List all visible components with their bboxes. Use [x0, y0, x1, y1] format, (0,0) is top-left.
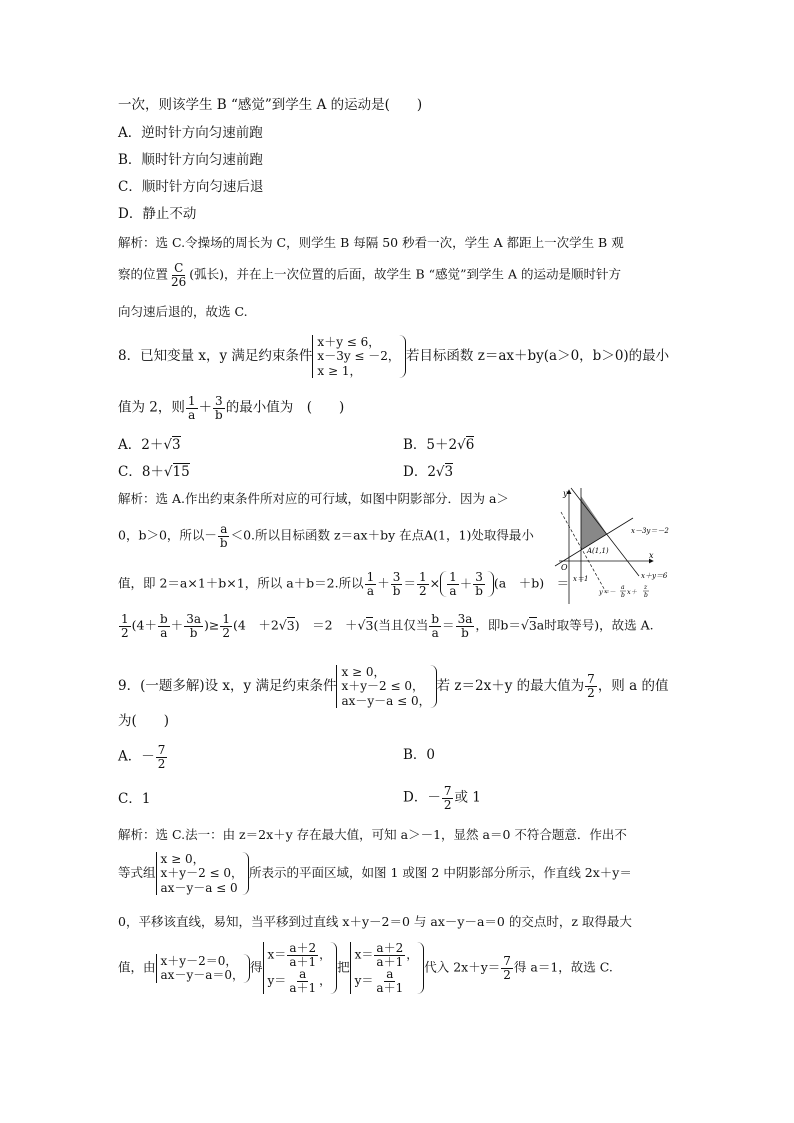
objective-frac1-den: b: [621, 592, 625, 599]
line2-label: x＋y＝6: [641, 572, 668, 580]
q7-option-d: D．静止不动: [118, 206, 197, 222]
q7-option-b: B．顺时针方向匀速前跑: [118, 152, 263, 168]
y-label: y: [563, 489, 568, 498]
q8-option-c: C．8＋√15: [118, 464, 190, 480]
line1-label: x－3y＝－2: [631, 527, 669, 535]
q9-option-b: B．0: [403, 747, 436, 763]
q8-option-a: A．2＋√3: [118, 437, 181, 453]
q7-solution-line3: 向匀速后退的，故选 C.: [118, 304, 248, 319]
q8-solution-line3: 值，即 2＝a×1＋b×1，所以 a＋b＝2.所以 $\frac{1}{a}$ ＋ $\frac{3}{b}$ ＝ $\frac{1}{2}$ × $\frac{1}{a}$ ＋ $\frac{3}{b}$ (a ＋b) ＝: [118, 570, 570, 598]
q9-option-a: A．－ $\frac{7}{2}$: [118, 743, 166, 771]
q7-solution-line2: 察的位置 $\frac{C}{26}$ (弧长)，并在上一次位置的后面，故学生 B “感觉”到学生 A 的运动是顺时针方: [118, 261, 621, 289]
q8-stem-line2: 值为 2，则 $\frac{1}{a}$ ＋ $\frac{3}{b}$ 的最小值为 ( ): [118, 394, 345, 422]
q7-stem-end: 一次，则该学生 B “感觉”到学生 A 的运动是( ): [118, 97, 423, 113]
q7-option-c: C．顺时针方向匀速后退: [118, 179, 264, 195]
q8-option-d: D．2√3: [403, 464, 454, 480]
xeq1-label: x＝1: [573, 575, 589, 583]
q9-solution-line2: 等式组 x ≥ 0， x＋y－2 ≤ 0， ax－y－a ≤ 0 所表示的平面区域，如图 1 或图 2 中阴影部分所示，作直线 2x＋y＝: [118, 852, 632, 895]
objective-frac2-den: b: [644, 592, 648, 599]
x-label: x: [649, 551, 654, 560]
objective-frac2-num: z: [644, 584, 648, 591]
q7-solution-line1: 解析：选 C.令操场的周长为 C，则学生 B 每隔 50 秒看一次，学生 A 都距上一次学生 B 观: [118, 235, 624, 250]
q9-option-c: C．1: [118, 791, 151, 807]
q9-option-d: D．－ $\frac{7}{2}$ 或 1: [403, 784, 481, 812]
q7-option-a: A．逆时针方向匀速前跑: [118, 125, 263, 141]
objective-frac1-num: a: [621, 584, 625, 591]
point-a-label: A(1,1): [587, 547, 609, 555]
q8-solution-line1: 解析：选 A.作出约束条件所对应的可行域，如图中阴影部分．因为 a＞: [118, 491, 509, 506]
objective-mid: x＋: [627, 588, 638, 596]
origin-label: O: [561, 563, 568, 572]
q8-stem-line1: 8．已知变量 x，y 满足约束条件 x＋y ≤ 6， x－3y ≤ －2， x ≥ 1， 若目标函数 z＝ax＋by(a＞0，b＞0)的最小: [118, 335, 670, 378]
q8-solution-line4: $\frac{1}{2}$ (4＋ $\frac{b}{a}$ ＋ $\frac{3a}{b}$ )≥ $\frac{1}{2}$ (4 ＋2√3) ＝2 ＋√3(当且仅当 $\frac{b}{a}$ ＝ $\frac{3a}{b}$ ，即b＝√3a时取等号)，故选 A.: [121, 612, 654, 640]
q8-option-b: B．5＋2√6: [403, 437, 475, 453]
q8-solution-line2: 0，b＞0，所以－ $\frac{a}{b}$ ＜0.所以目标函数 z＝ax＋by 在点A(1，1)处取得最小: [118, 522, 534, 550]
objective-label: y＝－: [599, 588, 616, 596]
q9-solution-line1: 解析：选 C.法一：由 z＝2x＋y 存在最大值，可知 a＞－1，显然 a＝0 不符合题意．作出不: [118, 827, 627, 842]
q9-solution-line3: 0，平移该直线，易知，当平移到过直线 x＋y－2＝0 与 ax－y－a＝0 的交点时，z 取得最大: [118, 914, 632, 929]
feasible-region-graph: [549, 482, 669, 612]
q9-stem-line2: 为( ): [118, 713, 170, 729]
q9-solution-line4: 值，由 x＋y－2＝0， ax－y－a＝0， 得 x＝ $\frac{a+2}{a+1}$ ， y＝ $\frac{a}{a+1}$ ， 把 x＝ $\frac{a+2}{a+1}$ ， y＝ $\frac{a}{a+1}$ 代入 2x＋y＝ $\frac{7}{2}$ 得 a＝1，故选 C.: [118, 941, 613, 995]
q9-stem-line1: 9．(一题多解)设 x，y 满足约束条件 x ≥ 0， x＋y－2 ≤ 0， ax－y－a ≤ 0， 若 z＝2x＋y 的最大值为 $\frac{7}{2}$ ，则 a 的值: [118, 665, 669, 708]
